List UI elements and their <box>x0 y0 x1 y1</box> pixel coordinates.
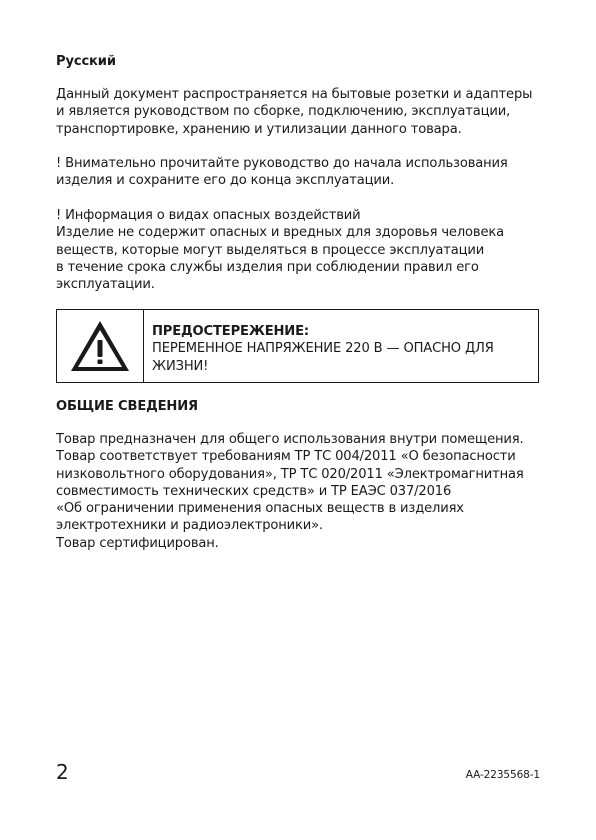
hazard-info-line: ! Информация о видах опасных воздействий <box>56 208 361 223</box>
general-line: Товар предназначен для общего использования внутри помещения. <box>56 432 524 447</box>
general-line: электротехники и радиоэлектроники». <box>56 518 324 534</box>
warning-box <box>56 309 539 383</box>
intro-line: транспортировке, хранению и утилизации данного товара. <box>56 121 462 137</box>
language-heading: Русский <box>56 54 116 69</box>
general-line: «Об ограничении применения опасных веществ в изделиях <box>56 501 464 517</box>
warning-triangle-icon <box>68 318 132 374</box>
warning-icon-cell <box>57 310 144 382</box>
hazard-info-line: эксплуатации. <box>56 277 155 293</box>
warning-line: ЖИЗНИ! <box>152 358 209 374</box>
page-number: 2 <box>56 760 69 784</box>
hazard-info-line: Изделие не содержит опасных и вредных для здоровья человека <box>56 225 504 241</box>
general-line: Товар соответствует требованиям ТР ТС 004/2011 «О безопасности <box>56 449 516 465</box>
general-line: совместимость технических средств» и ТР ЕАЭС 037/2016 <box>56 483 452 499</box>
general-line: низковольтного оборудования», ТР ТС 020/2011 «Электромагнитная <box>56 466 524 482</box>
general-line: Товар сертифицирован. <box>56 535 219 551</box>
read-notice-line: изделия и сохраните его до конца эксплуатации. <box>56 173 395 189</box>
warning-line: ПЕРЕМЕННОЕ НАПРЯЖЕНИЕ 220 В — ОПАСНО ДЛЯ <box>152 341 494 357</box>
warning-title: ПРЕДОСТЕРЕЖЕНИЕ: <box>152 324 309 339</box>
hazard-info-line: в течение срока службы изделия при соблюдении правил его <box>56 259 479 275</box>
intro-line: и является руководством по сборке, подключению, эксплуатации, <box>56 104 511 120</box>
document-code: AA-2235568-1 <box>465 769 540 781</box>
read-notice-paragraph <box>56 155 542 190</box>
general-heading: ОБЩИЕ СВЕДЕНИЯ <box>56 399 198 414</box>
intro-paragraph <box>56 86 542 138</box>
intro-line: Данный документ распространяется на бытовые розетки и адаптеры <box>56 87 533 102</box>
read-notice-line: ! Внимательно прочитайте руководство до начала использования <box>56 156 508 171</box>
general-paragraph <box>56 431 542 552</box>
hazard-info-paragraph <box>56 207 542 293</box>
warning-text-cell <box>144 310 538 382</box>
hazard-info-line: веществ, которые могут выделяться в процессе эксплуатации <box>56 242 485 258</box>
